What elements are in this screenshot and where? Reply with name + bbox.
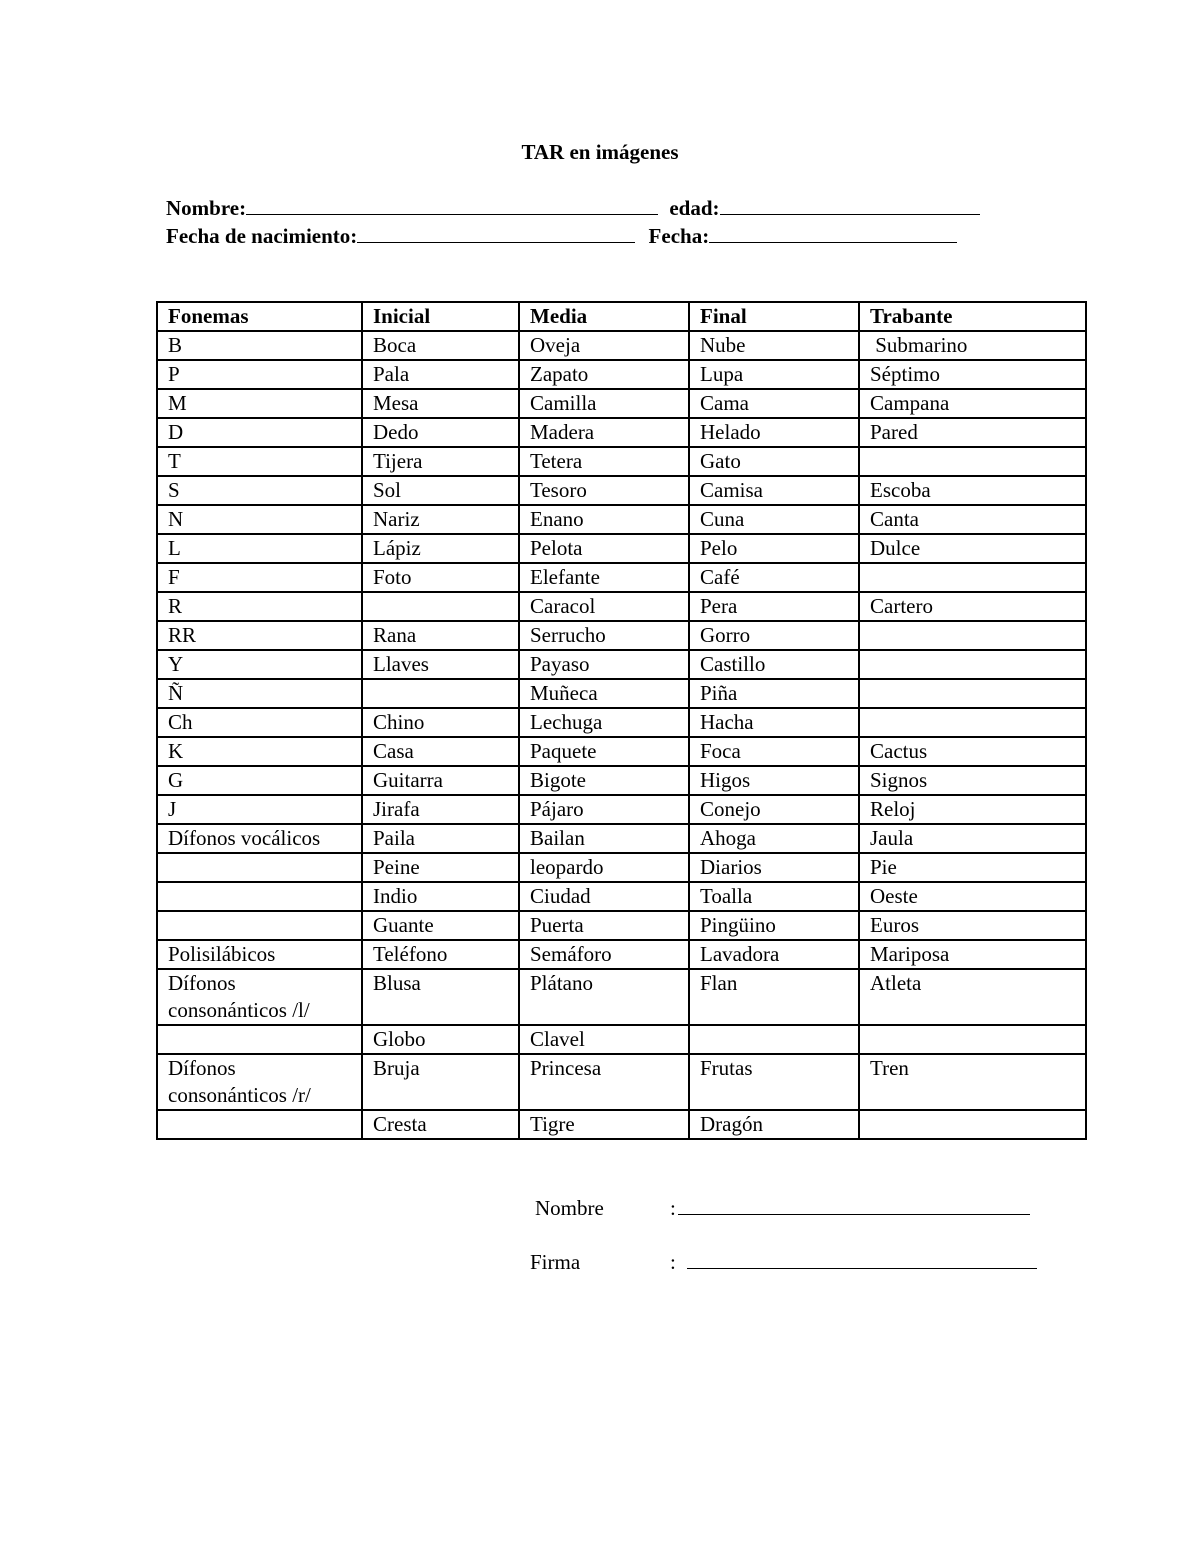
cell-inicial: Paila — [362, 824, 519, 853]
cell-trabante: Mariposa — [859, 940, 1086, 969]
cell-media: Tigre — [519, 1110, 689, 1139]
cell-inicial: Nariz — [362, 505, 519, 534]
cell-fonema: Dífonos consonánticos /r/ — [157, 1054, 362, 1110]
signature-nombre-label: Nombre — [535, 1196, 604, 1220]
cell-inicial: Teléfono — [362, 940, 519, 969]
fecha-nacimiento-field[interactable] — [357, 224, 635, 243]
cell-trabante — [859, 447, 1086, 476]
fecha-field[interactable] — [709, 224, 957, 243]
cell-fonema: G — [157, 766, 362, 795]
table-row — [157, 534, 1086, 563]
cell-fonema: M — [157, 389, 362, 418]
nombre-label: Nombre: — [166, 196, 247, 220]
cell-media: Clavel — [519, 1025, 689, 1054]
cell-media: Enano — [519, 505, 689, 534]
cell-final: Flan — [689, 969, 859, 1025]
cell-inicial: Chino — [362, 708, 519, 737]
cell-final: Camisa — [689, 476, 859, 505]
table-row — [157, 418, 1086, 447]
cell-final: Gato — [689, 447, 859, 476]
cell-final: Gorro — [689, 621, 859, 650]
table-row — [157, 389, 1086, 418]
cell-trabante: Canta — [859, 505, 1086, 534]
table-row — [157, 969, 1086, 1025]
cell-inicial: Dedo — [362, 418, 519, 447]
cell-inicial: Mesa — [362, 389, 519, 418]
table-row — [157, 737, 1086, 766]
cell-trabante: Oeste — [859, 882, 1086, 911]
cell-final: Lupa — [689, 360, 859, 389]
cell-trabante: Euros — [859, 911, 1086, 940]
cell-inicial: Cresta — [362, 1110, 519, 1139]
edad-field[interactable] — [720, 196, 980, 215]
signature-name-line — [530, 1196, 1030, 1221]
phoneme-table — [156, 301, 1087, 1140]
table-header-row — [157, 302, 1086, 331]
table-row — [157, 679, 1086, 708]
cell-media: Oveja — [519, 331, 689, 360]
cell-media: Lechuga — [519, 708, 689, 737]
cell-inicial: Jirafa — [362, 795, 519, 824]
cell-inicial: Globo — [362, 1025, 519, 1054]
cell-final: Pelo — [689, 534, 859, 563]
table-row — [157, 447, 1086, 476]
table-row — [157, 505, 1086, 534]
cell-trabante: Signos — [859, 766, 1086, 795]
cell-final: Castillo — [689, 650, 859, 679]
cell-fonema — [157, 882, 362, 911]
cell-trabante: Pared — [859, 418, 1086, 447]
cell-trabante — [859, 679, 1086, 708]
cell-final: Higos — [689, 766, 859, 795]
cell-trabante: Dulce — [859, 534, 1086, 563]
table-row — [157, 911, 1086, 940]
table-row — [157, 476, 1086, 505]
fecha-label: Fecha: — [648, 224, 710, 248]
cell-inicial: Foto — [362, 563, 519, 592]
cell-media: Princesa — [519, 1054, 689, 1110]
cell-media: Tetera — [519, 447, 689, 476]
cell-final: Nube — [689, 331, 859, 360]
cell-final: Foca — [689, 737, 859, 766]
cell-fonema: T — [157, 447, 362, 476]
cell-trabante: Tren — [859, 1054, 1086, 1110]
cell-media: Bigote — [519, 766, 689, 795]
column-header-media: Media — [519, 302, 689, 331]
cell-trabante: Atleta — [859, 969, 1086, 1025]
cell-final: Ahoga — [689, 824, 859, 853]
cell-media: Tesoro — [519, 476, 689, 505]
table-row — [157, 882, 1086, 911]
cell-inicial: Lápiz — [362, 534, 519, 563]
cell-media: Pelota — [519, 534, 689, 563]
cell-fonema: D — [157, 418, 362, 447]
table-row — [157, 795, 1086, 824]
cell-fonema: Ch — [157, 708, 362, 737]
cell-final: Frutas — [689, 1054, 859, 1110]
cell-trabante: Pie — [859, 853, 1086, 882]
cell-fonema — [157, 853, 362, 882]
cell-fonema: R — [157, 592, 362, 621]
cell-media: Caracol — [519, 592, 689, 621]
cell-fonema: RR — [157, 621, 362, 650]
cell-inicial: Guitarra — [362, 766, 519, 795]
column-header-trabante: Trabante — [859, 302, 1086, 331]
cell-final: Lavadora — [689, 940, 859, 969]
cell-media: Payaso — [519, 650, 689, 679]
signature-firma-field[interactable] — [687, 1250, 1037, 1269]
cell-trabante — [859, 708, 1086, 737]
cell-fonema: J — [157, 795, 362, 824]
signature-firma-line — [530, 1250, 1037, 1275]
cell-fonema: Dífonos consonánticos /l/ — [157, 969, 362, 1025]
cell-inicial: Casa — [362, 737, 519, 766]
cell-media: leopardo — [519, 853, 689, 882]
cell-fonema: S — [157, 476, 362, 505]
cell-final: Hacha — [689, 708, 859, 737]
cell-inicial: Guante — [362, 911, 519, 940]
cell-trabante — [859, 1110, 1086, 1139]
signature-colon-1: : — [670, 1196, 676, 1220]
cell-inicial: Indio — [362, 882, 519, 911]
table-row — [157, 1054, 1086, 1110]
table-row — [157, 360, 1086, 389]
cell-fonema — [157, 911, 362, 940]
cell-media: Ciudad — [519, 882, 689, 911]
cell-final: Cama — [689, 389, 859, 418]
cell-media: Semáforo — [519, 940, 689, 969]
cell-media: Serrucho — [519, 621, 689, 650]
cell-fonema — [157, 1110, 362, 1139]
table-row — [157, 940, 1086, 969]
nombre-field[interactable] — [246, 196, 658, 215]
cell-trabante: Séptimo — [859, 360, 1086, 389]
cell-final: Dragón — [689, 1110, 859, 1139]
cell-trabante: Cartero — [859, 592, 1086, 621]
cell-trabante: Escoba — [859, 476, 1086, 505]
cell-inicial: Llaves — [362, 650, 519, 679]
cell-fonema: Dífonos vocálicos — [157, 824, 362, 853]
cell-inicial: Bruja — [362, 1054, 519, 1110]
cell-final: Pera — [689, 592, 859, 621]
cell-fonema: K — [157, 737, 362, 766]
cell-final: Helado — [689, 418, 859, 447]
cell-final: Piña — [689, 679, 859, 708]
cell-fonema: N — [157, 505, 362, 534]
header-line-1 — [166, 195, 980, 221]
cell-final: Cuna — [689, 505, 859, 534]
table-row — [157, 331, 1086, 360]
table-row — [157, 563, 1086, 592]
cell-trabante — [859, 621, 1086, 650]
cell-trabante: Reloj — [859, 795, 1086, 824]
table-row — [157, 1110, 1086, 1139]
cell-trabante: Campana — [859, 389, 1086, 418]
cell-fonema: P — [157, 360, 362, 389]
document-title: TAR en imágenes — [521, 140, 679, 164]
cell-inicial: Tijera — [362, 447, 519, 476]
column-header-fonemas: Fonemas — [157, 302, 362, 331]
cell-final: Diarios — [689, 853, 859, 882]
cell-final: Conejo — [689, 795, 859, 824]
column-header-final: Final — [689, 302, 859, 331]
cell-media: Muñeca — [519, 679, 689, 708]
signature-nombre-field[interactable] — [678, 1196, 1030, 1215]
cell-media: Puerta — [519, 911, 689, 940]
cell-fonema: Polisilábicos — [157, 940, 362, 969]
cell-fonema: B — [157, 331, 362, 360]
cell-inicial: Pala — [362, 360, 519, 389]
cell-final: Toalla — [689, 882, 859, 911]
table-body — [157, 331, 1086, 1139]
cell-media: Zapato — [519, 360, 689, 389]
cell-trabante — [859, 1025, 1086, 1054]
signature-colon-2: : — [670, 1250, 682, 1274]
cell-fonema: Y — [157, 650, 362, 679]
cell-inicial — [362, 679, 519, 708]
cell-fonema: F — [157, 563, 362, 592]
cell-media: Paquete — [519, 737, 689, 766]
cell-media: Elefante — [519, 563, 689, 592]
cell-final: Café — [689, 563, 859, 592]
cell-inicial: Rana — [362, 621, 519, 650]
column-header-inicial: Inicial — [362, 302, 519, 331]
cell-media: Pájaro — [519, 795, 689, 824]
header-line-2 — [166, 223, 957, 249]
table-row — [157, 621, 1086, 650]
cell-trabante — [859, 650, 1086, 679]
table-row — [157, 708, 1086, 737]
cell-inicial: Peine — [362, 853, 519, 882]
cell-trabante: Submarino — [859, 331, 1086, 360]
cell-trabante — [859, 563, 1086, 592]
table-row — [157, 592, 1086, 621]
cell-inicial: Sol — [362, 476, 519, 505]
table-row — [157, 650, 1086, 679]
cell-media: Madera — [519, 418, 689, 447]
cell-trabante: Cactus — [859, 737, 1086, 766]
cell-fonema — [157, 1025, 362, 1054]
cell-final — [689, 1025, 859, 1054]
table-row — [157, 1025, 1086, 1054]
cell-final: Pingüino — [689, 911, 859, 940]
cell-media: Camilla — [519, 389, 689, 418]
cell-trabante: Jaula — [859, 824, 1086, 853]
cell-fonema: Ñ — [157, 679, 362, 708]
cell-media: Plátano — [519, 969, 689, 1025]
cell-inicial — [362, 592, 519, 621]
table-row — [157, 853, 1086, 882]
fecha-nacimiento-label: Fecha de nacimiento: — [166, 224, 358, 248]
cell-fonema: L — [157, 534, 362, 563]
cell-inicial: Boca — [362, 331, 519, 360]
cell-inicial: Blusa — [362, 969, 519, 1025]
table-row — [157, 766, 1086, 795]
cell-media: Bailan — [519, 824, 689, 853]
edad-label: edad: — [669, 196, 720, 220]
table-row — [157, 824, 1086, 853]
signature-firma-label: Firma — [530, 1250, 581, 1274]
